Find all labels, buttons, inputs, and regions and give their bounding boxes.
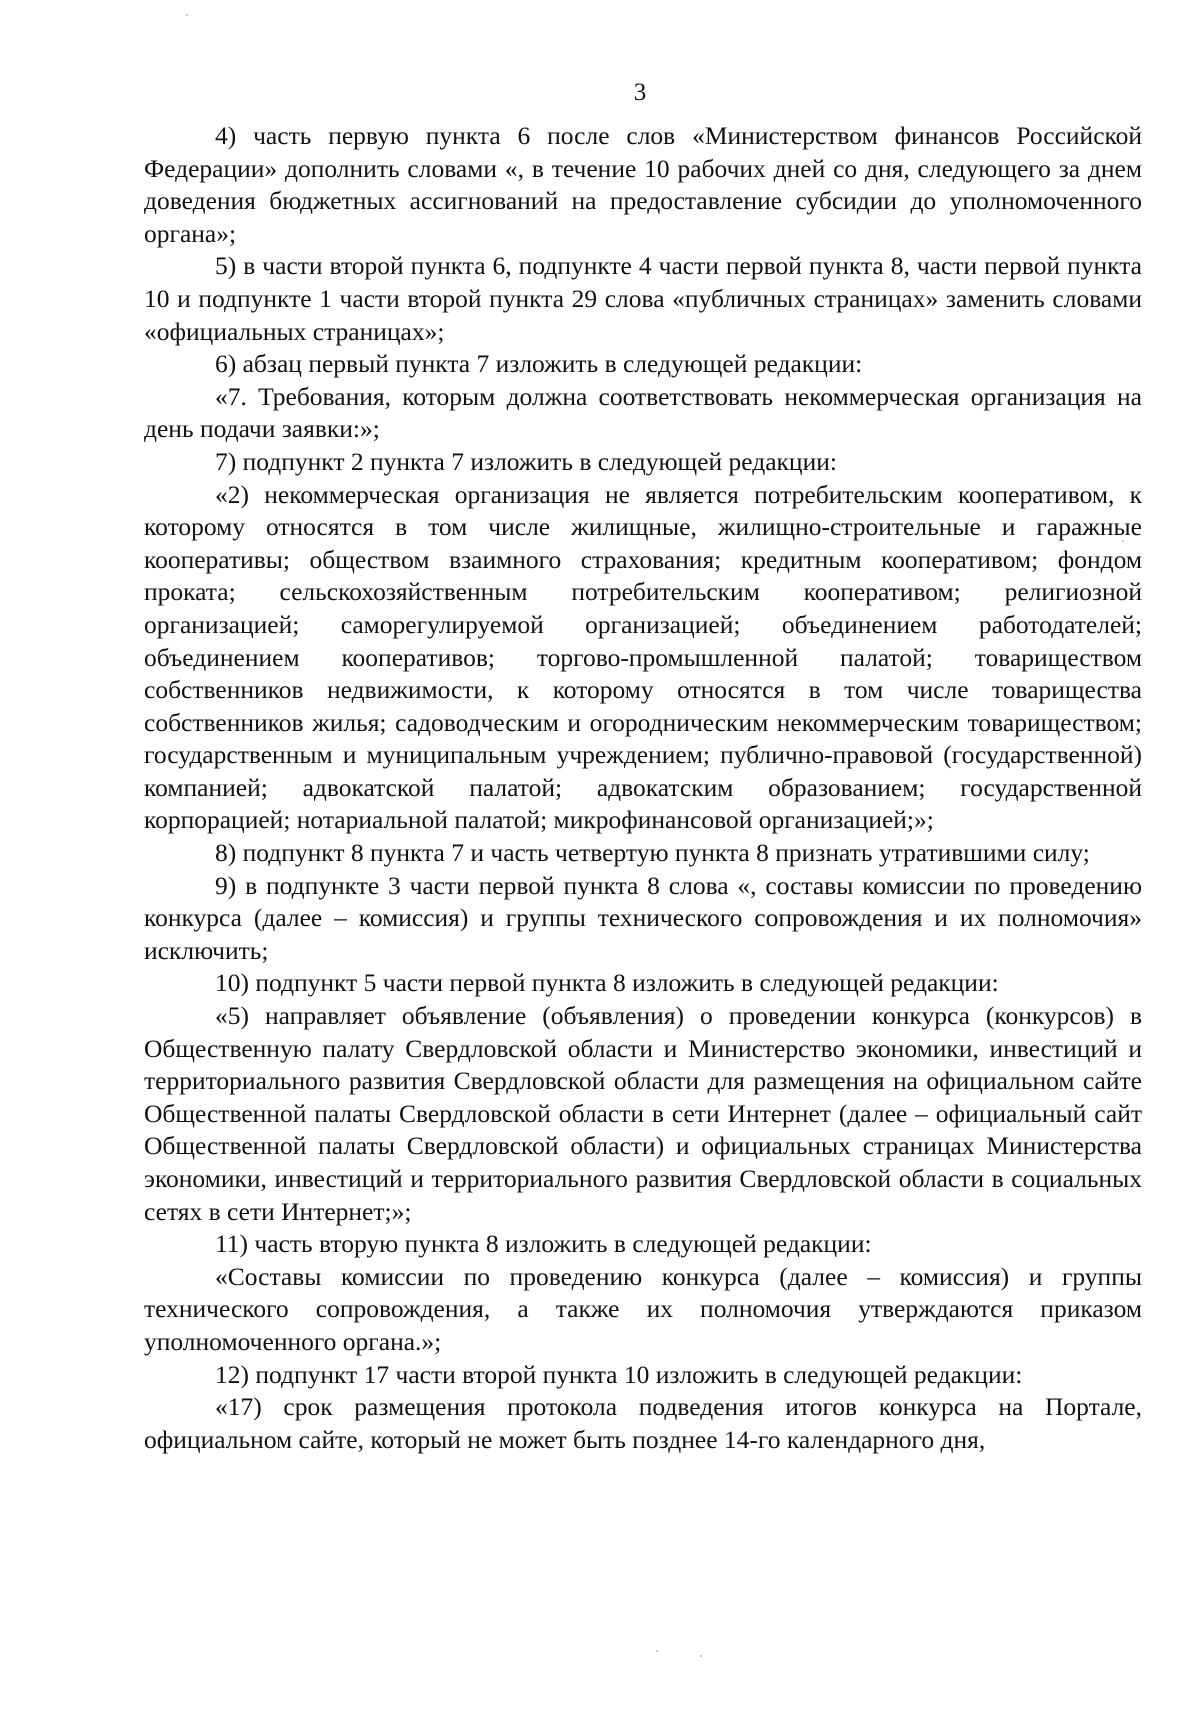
paragraph-quote-5: «5) направляет объявление (объявления) о проведении конкурса (конкурсов) в Общественную палату Свердловской области и Министерство экономики, инвестиций и территориального развития Свердловской области для размещения на официальном сайте Общественной палаты Свердловской области в сети Интернет (далее – официальный сайт Общественной палаты Свердловской области) и официальных страницах Министерства экономики, инвестиций и территориального развития Свердловской области в социальных сетях в сети Интернет;»; bbox=[144, 1001, 1142, 1226]
paragraph-item-11: 11) часть вторую пункта 8 изложить в следующей редакции: bbox=[215, 1229, 872, 1259]
scan-speck bbox=[700, 1655, 702, 1657]
scan-speck bbox=[656, 1650, 658, 1652]
paragraph-quote-commission: «Составы комиссии по проведению конкурса (далее – комиссия) и группы технического сопровождения, а также их полномочия утверждаются приказом уполномоченного органа.»; bbox=[144, 1261, 1142, 1356]
document-body bbox=[144, 120, 1142, 1456]
paragraph-quote-17: «17) срок размещения протокола подведения итогов конкурса на Портале, официальном сайте, который не может быть позднее 14-го календарного дня, bbox=[144, 1392, 1142, 1454]
paragraph-item-4: 4) часть первую пункта 6 после слов «Министерством финансов Российской Федерации» дополнить словами «, в течение 10 рабочих дней со дня, следующего за днем доведения бюджетных ассигнований на предоставление субсидии до уполномоченного органа»; bbox=[144, 121, 1142, 248]
scan-speck bbox=[186, 14, 188, 16]
paragraph-quote-2: «2) некоммерческая организация не является потребительским кооперативом, к которому относятся в том числе жилищные, жилищно-строительные и гаражные кооперативы; обществом взаимного страхования; кредитным кооперативом; фондом проката; сельскохозяйственным потребительским кооперативом; религиозной организацией; саморегулируемой организацией; объединением работодателей; объединением кооперативов; торгово-промышленной палатой; товариществом собственников недвижимости, к которому относятся в том числе товарищества собственников жилья; садоводческим и огородническим некоммерческим товариществом; государственным и муниципальным учреждением; публично-правовой (государственной) компанией; адвокатской палатой; адвокатским образованием; государственной корпорацией; нотариальной палатой; микрофинансовой организацией;»; bbox=[144, 479, 1142, 835]
paragraph-item-7: 7) подпункт 2 пункта 7 изложить в следующей редакции: bbox=[215, 446, 837, 476]
paragraph-item-10: 10) подпункт 5 части первой пункта 8 изложить в следующей редакции: bbox=[215, 968, 999, 998]
paragraph-item-9: 9) в подпункте 3 части первой пункта 8 слова «, составы комиссии по проведению конкурса (далее – комиссия) и группы технического сопровождения и их полномочия» исключить; bbox=[144, 870, 1142, 965]
paragraph-item-8: 8) подпункт 8 пункта 7 и часть четвертую пункта 8 признать утратившими силу; bbox=[215, 838, 1090, 868]
paragraph-quote-7: «7. Требования, которым должна соответствовать некоммерческая организация на день подачи заявки:»; bbox=[144, 381, 1142, 444]
paragraph-item-6: 6) абзац первый пункта 7 изложить в следующей редакции: bbox=[215, 349, 863, 379]
paragraph-item-12: 12) подпункт 17 части второй пункта 10 изложить в следующей редакции: bbox=[215, 1359, 1023, 1389]
page-number: 3 bbox=[633, 79, 647, 106]
paragraph-item-5: 5) в части второй пункта 6, подпункте 4 части первой пункта 8, части первой пункта 10 и подпункте 1 части второй пункта 29 слова «публичных страницах» заменить словами «официальных страницах»; bbox=[144, 251, 1142, 346]
